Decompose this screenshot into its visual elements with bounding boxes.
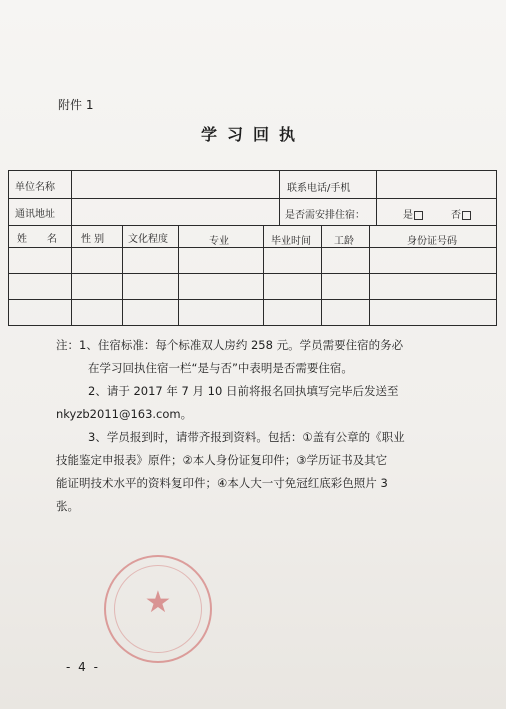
attachment-label: 附件 1 bbox=[58, 98, 94, 112]
column-header-major: 专业 bbox=[209, 236, 229, 247]
official-seal bbox=[104, 555, 212, 663]
note-2-line-2: nkyzb2011@163.com。 bbox=[56, 407, 193, 421]
column-header-education: 文化程度 bbox=[128, 234, 168, 245]
column-header-graduation: 毕业时间 bbox=[271, 236, 311, 247]
unit-name-label: 单位名称 bbox=[15, 182, 55, 193]
no-checkbox bbox=[462, 211, 471, 220]
yes-checkbox bbox=[414, 211, 423, 220]
registration-form-table bbox=[8, 170, 497, 326]
column-header-gender: 性 别 bbox=[81, 234, 105, 245]
column-header-id-number: 身份证号码 bbox=[407, 236, 457, 247]
page-number: - 4 - bbox=[66, 660, 100, 674]
address-label: 通讯地址 bbox=[15, 209, 55, 220]
lodging-no-option: 否 bbox=[451, 206, 471, 221]
column-header-name: 姓 名 bbox=[17, 234, 57, 245]
phone-label: 联系电话/手机 bbox=[287, 183, 351, 194]
lodging-yes-option: 是 bbox=[403, 206, 423, 221]
column-header-seniority: 工龄 bbox=[334, 236, 354, 247]
notes-section bbox=[56, 334, 466, 518]
note-3-line-2: 技能鉴定申报表》原件；②本人身份证复印件；③学历证书及其它 bbox=[56, 453, 388, 467]
note-3-line-1: 3、学员报到时，请带齐报到资料。包括：①盖有公章的《职业 bbox=[88, 430, 405, 444]
star-icon: ★ bbox=[144, 585, 172, 620]
lodging-question-label: 是否需安排住宿： bbox=[285, 210, 365, 221]
note-3-line-3: 能证明技术水平的资料复印件；④本人大一寸免冠红底彩色照片 3 bbox=[56, 476, 388, 490]
page-title: 学习回执 bbox=[200, 125, 305, 144]
note-3-line-4: 张。 bbox=[56, 499, 79, 513]
note-2-line-1: 2、请于 2017 年 7 月 10 日前将报名回执填写完毕后发送至 bbox=[88, 384, 399, 398]
note-1-line-2: 在学习回执住宿一栏“是与否”中表明是否需要住宿。 bbox=[88, 361, 353, 375]
note-1-line-1: 注：1、住宿标准：每个标准双人房约 258 元。学员需要住宿的务必 bbox=[56, 338, 404, 352]
